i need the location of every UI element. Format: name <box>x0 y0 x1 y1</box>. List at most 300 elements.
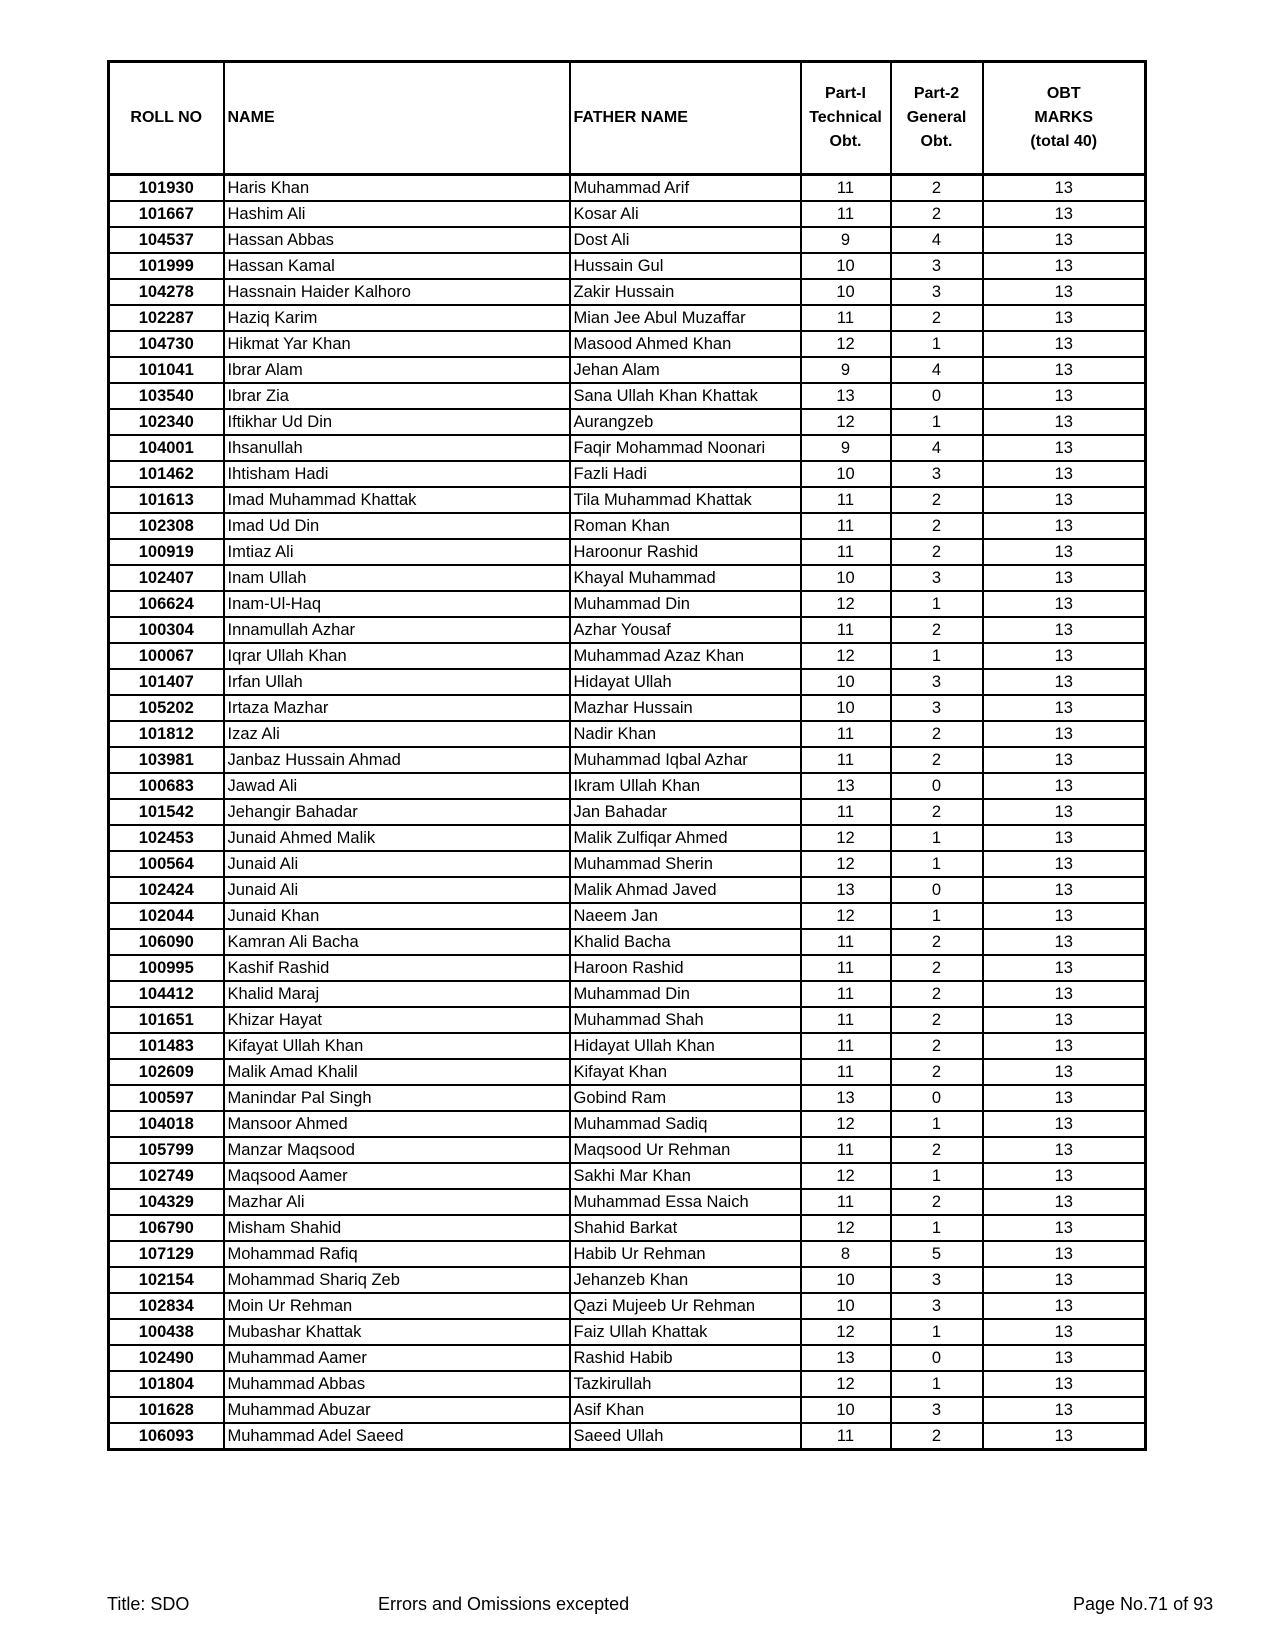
part1-technical-cell: 11 <box>801 929 891 955</box>
name-cell: Iftikhar Ud Din <box>224 409 570 435</box>
father-name-cell: Muhammad Shah <box>570 1007 801 1033</box>
father-name-cell: Mian Jee Abul Muzaffar <box>570 305 801 331</box>
part2-general-cell: 3 <box>891 695 983 721</box>
father-name-cell: Hidayat Ullah Khan <box>570 1033 801 1059</box>
name-cell: Hassnain Haider Kalhoro <box>224 279 570 305</box>
part1-technical-cell: 12 <box>801 591 891 617</box>
obt-marks-cell: 13 <box>983 695 1146 721</box>
table-row <box>109 435 1146 461</box>
father-name-cell: Nadir Khan <box>570 721 801 747</box>
table-row <box>109 1163 1146 1189</box>
father-name-cell: Sana Ullah Khan Khattak <box>570 383 801 409</box>
table-row <box>109 1293 1146 1319</box>
name-cell: Hassan Abbas <box>224 227 570 253</box>
obt-marks-cell: 13 <box>983 1371 1146 1397</box>
roll-no-cell: 104730 <box>109 331 224 357</box>
father-name-cell: Kifayat Khan <box>570 1059 801 1085</box>
roll-no-cell: 100683 <box>109 773 224 799</box>
part1-technical-cell: 11 <box>801 513 891 539</box>
part1-technical-cell: 13 <box>801 1345 891 1371</box>
part1-technical-cell: 10 <box>801 1397 891 1423</box>
name-cell: Muhammad Aamer <box>224 1345 570 1371</box>
obt-marks-cell: 13 <box>983 1163 1146 1189</box>
part1-technical-cell: 12 <box>801 409 891 435</box>
header-roll-no: ROLL NO <box>109 62 224 175</box>
table-row <box>109 1137 1146 1163</box>
part1-technical-cell: 11 <box>801 305 891 331</box>
header-obt-marks <box>983 62 1146 175</box>
name-cell: Mohammad Shariq Zeb <box>224 1267 570 1293</box>
roll-no-cell: 100564 <box>109 851 224 877</box>
name-cell: Khalid Maraj <box>224 981 570 1007</box>
part2-general-cell: 2 <box>891 513 983 539</box>
roll-no-cell: 101628 <box>109 1397 224 1423</box>
table-row <box>109 1423 1146 1450</box>
name-cell: Muhammad Abbas <box>224 1371 570 1397</box>
name-cell: Moin Ur Rehman <box>224 1293 570 1319</box>
part1-technical-cell: 11 <box>801 799 891 825</box>
obt-marks-cell: 13 <box>983 643 1146 669</box>
father-name-cell: Muhammad Sadiq <box>570 1111 801 1137</box>
table-row <box>109 981 1146 1007</box>
name-cell: Hassan Kamal <box>224 253 570 279</box>
table-row <box>109 1345 1146 1371</box>
part1-technical-cell: 10 <box>801 1293 891 1319</box>
part2-general-cell: 2 <box>891 1033 983 1059</box>
father-name-cell: Muhammad Arif <box>570 175 801 202</box>
table-row <box>109 227 1146 253</box>
name-cell: Kashif Rashid <box>224 955 570 981</box>
obt-marks-cell: 13 <box>983 435 1146 461</box>
part2-general-cell: 3 <box>891 279 983 305</box>
part1-technical-cell: 8 <box>801 1241 891 1267</box>
part1-technical-cell: 11 <box>801 1137 891 1163</box>
name-cell: Janbaz Hussain Ahmad <box>224 747 570 773</box>
table-row <box>109 773 1146 799</box>
name-cell: Mansoor Ahmed <box>224 1111 570 1137</box>
part2-general-cell: 2 <box>891 1423 983 1450</box>
part1-technical-cell: 12 <box>801 1163 891 1189</box>
obt-marks-cell: 13 <box>983 1059 1146 1085</box>
part2-general-cell: 2 <box>891 175 983 202</box>
table-body <box>109 175 1146 1450</box>
roll-no-cell: 105799 <box>109 1137 224 1163</box>
obt-marks-cell: 13 <box>983 773 1146 799</box>
name-cell: Inam Ullah <box>224 565 570 591</box>
roll-no-cell: 102609 <box>109 1059 224 1085</box>
name-cell: Mohammad Rafiq <box>224 1241 570 1267</box>
part1-technical-cell: 9 <box>801 357 891 383</box>
roll-no-cell: 102340 <box>109 409 224 435</box>
part1-technical-cell: 12 <box>801 1111 891 1137</box>
father-name-cell: Gobind Ram <box>570 1085 801 1111</box>
part2-general-cell: 3 <box>891 1397 983 1423</box>
table-row <box>109 825 1146 851</box>
table-row <box>109 383 1146 409</box>
name-cell: Jawad Ali <box>224 773 570 799</box>
father-name-cell: Muhammad Iqbal Azhar <box>570 747 801 773</box>
part1-technical-cell: 11 <box>801 955 891 981</box>
part2-general-cell: 3 <box>891 1267 983 1293</box>
obt-marks-cell: 13 <box>983 1137 1146 1163</box>
father-name-cell: Ikram Ullah Khan <box>570 773 801 799</box>
obt-marks-cell: 13 <box>983 1111 1146 1137</box>
header-obt-line3: (total 40) <box>1030 133 1098 150</box>
header-part2-line2: General <box>906 109 967 126</box>
part2-general-cell: 0 <box>891 877 983 903</box>
father-name-cell: Qazi Mujeeb Ur Rehman <box>570 1293 801 1319</box>
part2-general-cell: 1 <box>891 643 983 669</box>
part1-technical-cell: 13 <box>801 877 891 903</box>
table-row <box>109 461 1146 487</box>
part2-general-cell: 2 <box>891 487 983 513</box>
name-cell: Ihsanullah <box>224 435 570 461</box>
part2-general-cell: 2 <box>891 305 983 331</box>
name-cell: Mazhar Ali <box>224 1189 570 1215</box>
name-cell: Manzar Maqsood <box>224 1137 570 1163</box>
father-name-cell: Jehan Alam <box>570 357 801 383</box>
part2-general-cell: 2 <box>891 1007 983 1033</box>
part2-general-cell: 2 <box>891 1189 983 1215</box>
roll-no-cell: 102154 <box>109 1267 224 1293</box>
part2-general-cell: 4 <box>891 435 983 461</box>
part2-general-cell: 2 <box>891 981 983 1007</box>
obt-marks-cell: 13 <box>983 175 1146 202</box>
header-part1-line1: Part-I <box>825 85 866 102</box>
part1-technical-cell: 12 <box>801 331 891 357</box>
header-obt-line2: MARKS <box>1034 109 1094 126</box>
part2-general-cell: 2 <box>891 539 983 565</box>
part1-technical-cell: 11 <box>801 1007 891 1033</box>
header-row <box>109 62 1146 175</box>
table-row <box>109 721 1146 747</box>
header-name: NAME <box>224 62 570 175</box>
part1-technical-cell: 10 <box>801 695 891 721</box>
part2-general-cell: 2 <box>891 201 983 227</box>
obt-marks-cell: 13 <box>983 669 1146 695</box>
obt-marks-cell: 13 <box>983 1241 1146 1267</box>
roll-no-cell: 101651 <box>109 1007 224 1033</box>
name-cell: Izaz Ali <box>224 721 570 747</box>
name-cell: Kamran Ali Bacha <box>224 929 570 955</box>
part2-general-cell: 1 <box>891 331 983 357</box>
part1-technical-cell: 10 <box>801 279 891 305</box>
roll-no-cell: 101462 <box>109 461 224 487</box>
father-name-cell: Tila Muhammad Khattak <box>570 487 801 513</box>
obt-marks-cell: 13 <box>983 383 1146 409</box>
father-name-cell: Rashid Habib <box>570 1345 801 1371</box>
table-row <box>109 331 1146 357</box>
father-name-cell: Masood Ahmed Khan <box>570 331 801 357</box>
father-name-cell: Muhammad Din <box>570 591 801 617</box>
table-row <box>109 253 1146 279</box>
roll-no-cell: 101041 <box>109 357 224 383</box>
roll-no-cell: 102490 <box>109 1345 224 1371</box>
name-cell: Mubashar Khattak <box>224 1319 570 1345</box>
header-obt-line1: OBT <box>1046 85 1081 102</box>
name-cell: Inam-Ul-Haq <box>224 591 570 617</box>
father-name-cell: Muhammad Essa Naich <box>570 1189 801 1215</box>
table-row <box>109 279 1146 305</box>
obt-marks-cell: 13 <box>983 565 1146 591</box>
table-row <box>109 565 1146 591</box>
part2-general-cell: 1 <box>891 1215 983 1241</box>
father-name-cell: Maqsood Ur Rehman <box>570 1137 801 1163</box>
table-row <box>109 1267 1146 1293</box>
father-name-cell: Faqir Mohammad Noonari <box>570 435 801 461</box>
part2-general-cell: 2 <box>891 721 983 747</box>
obt-marks-cell: 13 <box>983 227 1146 253</box>
part1-technical-cell: 10 <box>801 669 891 695</box>
part2-general-cell: 2 <box>891 747 983 773</box>
father-name-cell: Khalid Bacha <box>570 929 801 955</box>
part2-general-cell: 0 <box>891 383 983 409</box>
name-cell: Maqsood Aamer <box>224 1163 570 1189</box>
roll-no-cell: 102407 <box>109 565 224 591</box>
father-name-cell: Asif Khan <box>570 1397 801 1423</box>
father-name-cell: Muhammad Sherin <box>570 851 801 877</box>
roll-no-cell: 101804 <box>109 1371 224 1397</box>
part2-general-cell: 2 <box>891 929 983 955</box>
part1-technical-cell: 12 <box>801 1319 891 1345</box>
part1-technical-cell: 10 <box>801 565 891 591</box>
table-row <box>109 1189 1146 1215</box>
name-cell: Muhammad Abuzar <box>224 1397 570 1423</box>
father-name-cell: Habib Ur Rehman <box>570 1241 801 1267</box>
part2-general-cell: 2 <box>891 955 983 981</box>
roll-no-cell: 102749 <box>109 1163 224 1189</box>
obt-marks-cell: 13 <box>983 747 1146 773</box>
part1-technical-cell: 11 <box>801 1059 891 1085</box>
name-cell: Khizar Hayat <box>224 1007 570 1033</box>
part1-technical-cell: 11 <box>801 1423 891 1450</box>
roll-no-cell: 106090 <box>109 929 224 955</box>
father-name-cell: Faiz Ullah Khattak <box>570 1319 801 1345</box>
father-name-cell: Sakhi Mar Khan <box>570 1163 801 1189</box>
part2-general-cell: 2 <box>891 1137 983 1163</box>
part2-general-cell: 0 <box>891 1085 983 1111</box>
part1-technical-cell: 11 <box>801 539 891 565</box>
part2-general-cell: 1 <box>891 1163 983 1189</box>
name-cell: Haziq Karim <box>224 305 570 331</box>
roll-no-cell: 101999 <box>109 253 224 279</box>
obt-marks-cell: 13 <box>983 903 1146 929</box>
part1-technical-cell: 11 <box>801 487 891 513</box>
part1-technical-cell: 13 <box>801 383 891 409</box>
roll-no-cell: 104001 <box>109 435 224 461</box>
part2-general-cell: 1 <box>891 409 983 435</box>
name-cell: Imtiaz Ali <box>224 539 570 565</box>
part1-technical-cell: 12 <box>801 903 891 929</box>
father-name-cell: Tazkirullah <box>570 1371 801 1397</box>
father-name-cell: Haroonur Rashid <box>570 539 801 565</box>
obt-marks-cell: 13 <box>983 357 1146 383</box>
roll-no-cell: 101613 <box>109 487 224 513</box>
obt-marks-cell: 13 <box>983 851 1146 877</box>
father-name-cell: Shahid Barkat <box>570 1215 801 1241</box>
roll-no-cell: 100995 <box>109 955 224 981</box>
part2-general-cell: 1 <box>891 1319 983 1345</box>
table-row <box>109 695 1146 721</box>
obt-marks-cell: 13 <box>983 1293 1146 1319</box>
table-row <box>109 409 1146 435</box>
footer-disclaimer: Errors and Omissions excepted <box>378 1594 630 1614</box>
obt-marks-cell: 13 <box>983 305 1146 331</box>
table-row <box>109 929 1146 955</box>
obt-marks-cell: 13 <box>983 331 1146 357</box>
results-table <box>107 60 1147 1451</box>
obt-marks-cell: 13 <box>983 201 1146 227</box>
obt-marks-cell: 13 <box>983 799 1146 825</box>
roll-no-cell: 101542 <box>109 799 224 825</box>
part1-technical-cell: 11 <box>801 1033 891 1059</box>
obt-marks-cell: 13 <box>983 279 1146 305</box>
table-row <box>109 1059 1146 1085</box>
part2-general-cell: 5 <box>891 1241 983 1267</box>
obt-marks-cell: 13 <box>983 461 1146 487</box>
roll-no-cell: 103540 <box>109 383 224 409</box>
obt-marks-cell: 13 <box>983 591 1146 617</box>
part2-general-cell: 2 <box>891 617 983 643</box>
table-row <box>109 851 1146 877</box>
part1-technical-cell: 10 <box>801 1267 891 1293</box>
name-cell: Ihtisham Hadi <box>224 461 570 487</box>
part1-technical-cell: 9 <box>801 227 891 253</box>
father-name-cell: Kosar Ali <box>570 201 801 227</box>
table-row <box>109 643 1146 669</box>
roll-no-cell: 101483 <box>109 1033 224 1059</box>
name-cell: Malik Amad Khalil <box>224 1059 570 1085</box>
header-part1-line2: Technical <box>809 109 882 126</box>
roll-no-cell: 105202 <box>109 695 224 721</box>
part1-technical-cell: 13 <box>801 1085 891 1111</box>
table-row <box>109 1033 1146 1059</box>
name-cell: Muhammad Adel Saeed <box>224 1423 570 1450</box>
part1-technical-cell: 11 <box>801 981 891 1007</box>
father-name-cell: Muhammad Din <box>570 981 801 1007</box>
header-part1-technical <box>801 62 891 175</box>
part1-technical-cell: 10 <box>801 253 891 279</box>
father-name-cell: Dost Ali <box>570 227 801 253</box>
part1-technical-cell: 12 <box>801 825 891 851</box>
name-cell: Junaid Ali <box>224 877 570 903</box>
part2-general-cell: 3 <box>891 669 983 695</box>
table-row <box>109 877 1146 903</box>
father-name-cell: Mazhar Hussain <box>570 695 801 721</box>
part2-general-cell: 2 <box>891 799 983 825</box>
roll-no-cell: 104018 <box>109 1111 224 1137</box>
obt-marks-cell: 13 <box>983 1319 1146 1345</box>
father-name-cell: Malik Zulfiqar Ahmed <box>570 825 801 851</box>
obt-marks-cell: 13 <box>983 487 1146 513</box>
roll-no-cell: 102287 <box>109 305 224 331</box>
name-cell: Kifayat Ullah Khan <box>224 1033 570 1059</box>
part2-general-cell: 0 <box>891 773 983 799</box>
table-row <box>109 175 1146 202</box>
father-name-cell: Hussain Gul <box>570 253 801 279</box>
roll-no-cell: 102308 <box>109 513 224 539</box>
obt-marks-cell: 13 <box>983 1423 1146 1450</box>
name-cell: Imad Muhammad Khattak <box>224 487 570 513</box>
roll-no-cell: 102453 <box>109 825 224 851</box>
roll-no-cell: 100067 <box>109 643 224 669</box>
header-part1-line3: Obt. <box>829 133 862 150</box>
name-cell: Junaid Ali <box>224 851 570 877</box>
obt-marks-cell: 13 <box>983 721 1146 747</box>
obt-marks-cell: 13 <box>983 617 1146 643</box>
name-cell: Hashim Ali <box>224 201 570 227</box>
obt-marks-cell: 13 <box>983 513 1146 539</box>
roll-no-cell: 104329 <box>109 1189 224 1215</box>
table-row <box>109 1371 1146 1397</box>
roll-no-cell: 107129 <box>109 1241 224 1267</box>
roll-no-cell: 104278 <box>109 279 224 305</box>
table-row <box>109 747 1146 773</box>
part2-general-cell: 3 <box>891 461 983 487</box>
table-row <box>109 591 1146 617</box>
header-part2-line3: Obt. <box>920 133 953 150</box>
table-row <box>109 539 1146 565</box>
name-cell: Haris Khan <box>224 175 570 202</box>
obt-marks-cell: 13 <box>983 1267 1146 1293</box>
part1-technical-cell: 11 <box>801 1189 891 1215</box>
table-row <box>109 513 1146 539</box>
father-name-cell: Roman Khan <box>570 513 801 539</box>
part2-general-cell: 4 <box>891 357 983 383</box>
obt-marks-cell: 13 <box>983 409 1146 435</box>
name-cell: Manindar Pal Singh <box>224 1085 570 1111</box>
part2-general-cell: 1 <box>891 903 983 929</box>
table-row <box>109 799 1146 825</box>
obt-marks-cell: 13 <box>983 1345 1146 1371</box>
part1-technical-cell: 11 <box>801 721 891 747</box>
footer-title: Title: SDO <box>107 1594 190 1614</box>
name-cell: Misham Shahid <box>224 1215 570 1241</box>
roll-no-cell: 100438 <box>109 1319 224 1345</box>
father-name-cell: Naeem Jan <box>570 903 801 929</box>
father-name-cell: Jehanzeb Khan <box>570 1267 801 1293</box>
roll-no-cell: 102044 <box>109 903 224 929</box>
part1-technical-cell: 12 <box>801 643 891 669</box>
obt-marks-cell: 13 <box>983 825 1146 851</box>
name-cell: Irtaza Mazhar <box>224 695 570 721</box>
part1-technical-cell: 12 <box>801 1371 891 1397</box>
father-name-cell: Zakir Hussain <box>570 279 801 305</box>
roll-no-cell: 106093 <box>109 1423 224 1450</box>
roll-no-cell: 106624 <box>109 591 224 617</box>
obt-marks-cell: 13 <box>983 539 1146 565</box>
name-cell: Imad Ud Din <box>224 513 570 539</box>
header-part2-general <box>891 62 983 175</box>
father-name-cell: Aurangzeb <box>570 409 801 435</box>
obt-marks-cell: 13 <box>983 1085 1146 1111</box>
father-name-cell: Saeed Ullah <box>570 1423 801 1450</box>
obt-marks-cell: 13 <box>983 1215 1146 1241</box>
table-row <box>109 1215 1146 1241</box>
footer-page-number: Page No.71 of 93 <box>1073 1594 1214 1614</box>
part2-general-cell: 3 <box>891 1293 983 1319</box>
table-row <box>109 201 1146 227</box>
father-name-cell: Azhar Yousaf <box>570 617 801 643</box>
name-cell: Ibrar Alam <box>224 357 570 383</box>
table-row <box>109 669 1146 695</box>
table-row <box>109 305 1146 331</box>
roll-no-cell: 104537 <box>109 227 224 253</box>
table-row <box>109 487 1146 513</box>
name-cell: Ibrar Zia <box>224 383 570 409</box>
part1-technical-cell: 13 <box>801 773 891 799</box>
roll-no-cell: 101407 <box>109 669 224 695</box>
